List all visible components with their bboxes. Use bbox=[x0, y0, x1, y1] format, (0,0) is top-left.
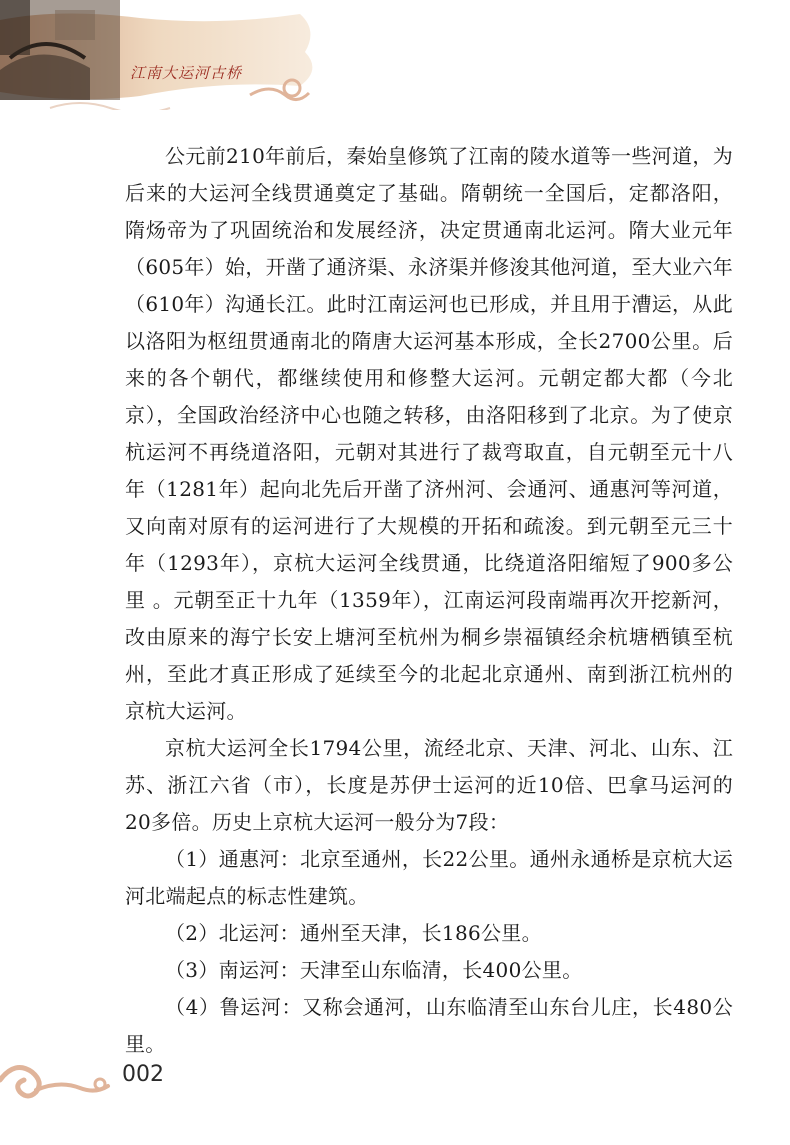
book-title: 江南大运河古桥 bbox=[130, 64, 243, 82]
paragraph: 公元前210年前后，秦始皇修筑了江南的陵水道等一些河道，为后来的大运河全线贯通奠定了基础。隋朝统一全国后，定都洛阳，隋炀帝为了巩固统治和发展经济，决定贯通南北运河。隋大业元年（605年）始，开凿了通济渠、永济渠并修浚其他河道，至大业六年（610年）沟通长江。此时江南运河也已形成，并且用于漕运，从此以洛阳为枢纽贯通南北的隋唐大运河基本形成，全长2700公里。后来的各个朝代，都继续使用和修整大运河。元朝定都大都（今北京），全国政治经济中心也随之转移，由洛阳移到了北京。为了使京杭运河不再绕道洛阳，元朝对其进行了裁弯取直，自元朝至元十八年（1281年）起向北先后开凿了济州河、会通河、通惠河等河道，又向南对原有的运河进行了大规模的开拓和疏浚。到元朝至元三十年（1293年），京杭大运河全线贯通，比绕道洛阳缩短了900多公里 。元朝至正十九年（1359年），江南运河段南端再次开挖新河，改由原来的海宁长安上塘河至杭州为桐乡崇福镇经余杭塘栖镇至杭州，至此才真正形成了延续至今的北起北京通州、南到浙江杭州的京杭大运河。 bbox=[125, 144, 733, 723]
paragraph: （4）鲁运河：又称会通河，山东临清至山东台儿庄，长480公里。 bbox=[125, 995, 733, 1056]
paragraph: （1）通惠河：北京至通州，长22公里。通州永通桥是京杭大运河北端起点的标志性建筑。 bbox=[125, 847, 733, 908]
page-body bbox=[125, 138, 733, 1063]
bridge-photo bbox=[0, 0, 120, 100]
page-number: 002 bbox=[122, 1062, 164, 1087]
paragraph: （3）南运河：天津至山东临清，长400公里。 bbox=[165, 958, 583, 982]
paragraph: 京杭大运河全长1794公里，流经北京、天津、河北、山东、江苏、浙江六省（市），长度是苏伊士运河的近10倍、巴拿马运河的20多倍。历史上京杭大运河一般分为7段： bbox=[125, 736, 733, 834]
footer-swirl-ornament bbox=[0, 1050, 130, 1110]
header-banner bbox=[0, 0, 330, 110]
paragraph: （2）北运河：通州至天津，长186公里。 bbox=[165, 921, 542, 945]
